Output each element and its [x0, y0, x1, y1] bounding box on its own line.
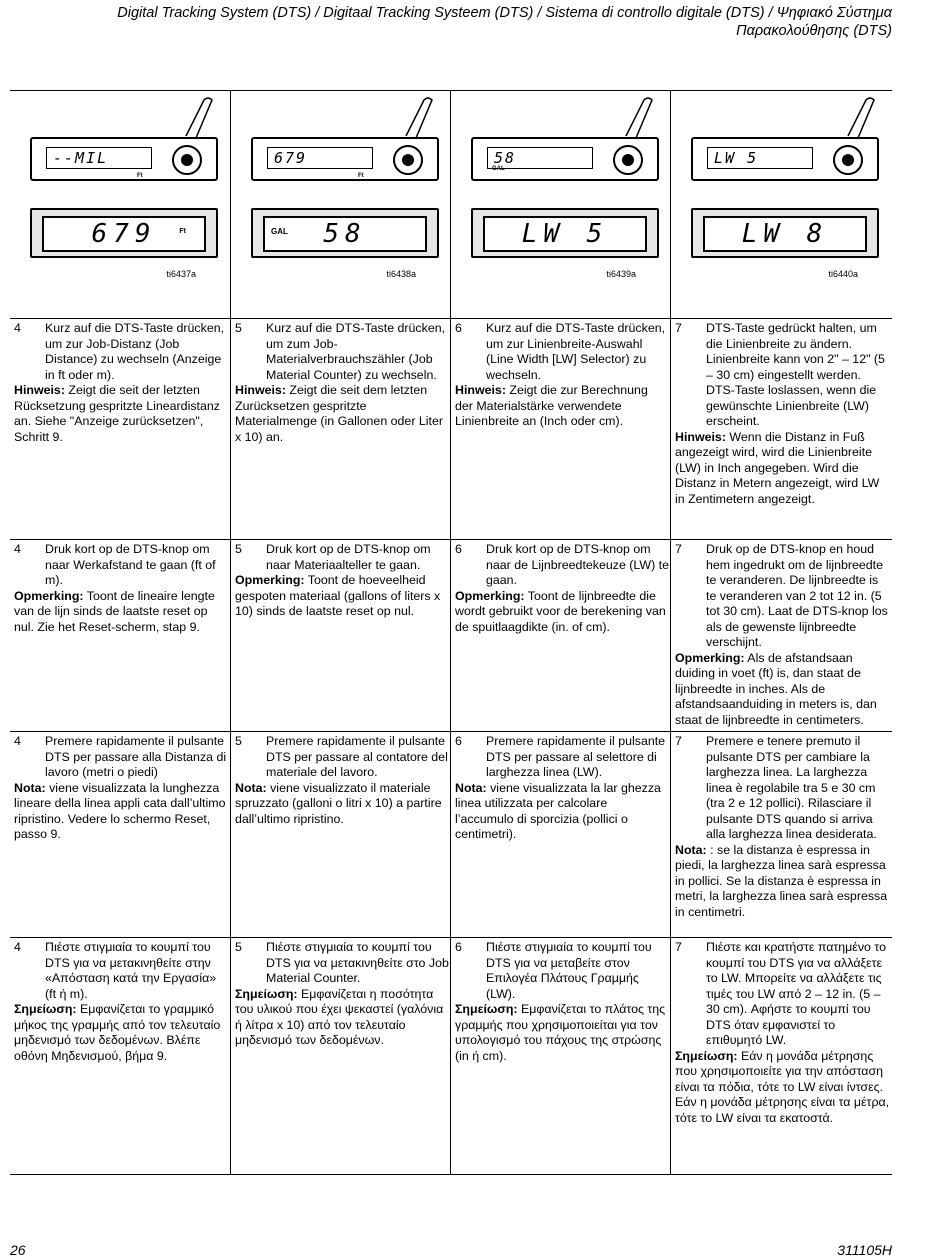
step-number: 6 [455, 940, 462, 954]
note [675, 1049, 891, 1127]
small-display-value: --MIL [53, 149, 109, 167]
small-display-readout [487, 147, 593, 172]
note-label: Nota: [455, 780, 487, 795]
note-text: Zeigt die seit dem letzten Zurücksetzen gespritzte Materialmenge (in Gallonen oder Liter x 10) an. [235, 383, 443, 444]
note-text: Εάν η μονάδα μέτρησης που χρησιμοποιείτε για την απόσταση είναι τα πόδια, τότε το LW είναι ίντσες. Εάν η μονάδα μέτρησης είναι τα μέτρα, τότε το LW είναι τα εκατοστά. [675, 1048, 890, 1125]
step [455, 734, 669, 781]
instruction-cell [670, 319, 892, 540]
step-text: Premere rapidamente il pulsante DTS per passare alla Distanza di lavoro (metri o piedi) [45, 734, 227, 779]
note [14, 1002, 229, 1064]
instruction-cell [230, 319, 450, 540]
small-display-value: 58 [494, 149, 517, 167]
large-display-readout [483, 216, 647, 252]
instruction-cell [450, 540, 670, 732]
note [455, 383, 669, 430]
step [235, 321, 449, 383]
note [455, 1002, 669, 1064]
large-display-panel [471, 208, 659, 258]
step [675, 542, 891, 651]
dts-display-unit [691, 137, 879, 181]
note-label: Nota: [235, 780, 267, 795]
dts-button-icon[interactable] [393, 145, 423, 175]
instruction-cell [230, 540, 450, 732]
instruction-cell [10, 540, 230, 732]
finger-press-icon [622, 96, 656, 142]
note-label: Σημείωση: [14, 1002, 77, 1016]
note [455, 589, 669, 636]
step-number: 6 [455, 321, 462, 335]
large-display-value: 58 [323, 219, 367, 249]
note [455, 781, 669, 843]
step [675, 321, 891, 430]
step-text: Druk kort op de DTS-knop om naar Werkafstand te gaan (ft of m). [45, 542, 216, 587]
step-text: Kurz auf die DTS-Taste drücken, um zur Job-Distanz (Job Distance) zu wechseln (Anzeige in ft oder m). [45, 321, 225, 382]
step-text: Druk kort op de DTS-knop om naar de Lijnbreedtekeuze (LW) te gaan. [486, 542, 669, 587]
note-label: Σημείωση: [675, 1048, 738, 1063]
note [235, 383, 449, 445]
instruction-cell [670, 938, 892, 1175]
instruction-cell [10, 319, 230, 540]
large-display-readout [263, 216, 427, 252]
dts-button-icon[interactable] [833, 145, 863, 175]
figure-cell [230, 90, 450, 319]
step-number: 7 [675, 734, 682, 748]
instruction-cell [670, 540, 892, 732]
step [14, 542, 229, 589]
note-text: Toont de lineaire lengte van de lijn sinds de laatste reset op nul. Zie het Reset-scherm, stap 9. [14, 588, 215, 634]
note [675, 843, 891, 921]
small-display-value: 679 [274, 149, 308, 167]
step-number: 4 [14, 940, 21, 954]
instruction-cell [450, 732, 670, 938]
large-display-readout [42, 216, 206, 252]
step [14, 940, 229, 1002]
step-number: 7 [675, 321, 682, 335]
figure-id: ti6439a [606, 269, 636, 279]
step [14, 321, 229, 383]
note-text: Εμφανίζεται η ποσότητα του υλικού που έχει ψεκαστεί (γαλόνια ή λίτρα x 10) από τον τελευταίο μηδενισμό των δεδομένων. [235, 986, 444, 1047]
step-number: 6 [455, 542, 462, 556]
instruction-cell [10, 938, 230, 1175]
step-text: Kurz auf die DTS-Taste drücken, um zur Linienbreite-Auswahl (Line Width [LW] Selector) zu wechseln. [486, 321, 666, 382]
step [235, 734, 449, 781]
note-label: Nota: [675, 842, 707, 857]
note [235, 987, 449, 1049]
step-number: 5 [235, 734, 242, 748]
small-display-value: LW 5 [714, 149, 759, 167]
finger-press-icon [182, 96, 216, 142]
figure-id: ti6437a [166, 269, 196, 279]
dts-button-icon[interactable] [172, 145, 202, 175]
small-display-readout [46, 147, 152, 179]
large-display-panel [30, 208, 218, 258]
document-number: 311105H [837, 1242, 892, 1258]
note [675, 651, 891, 729]
note-text: Zeigt die zur Berechnung der Materialstärke verwendete Linienbreite an (Inch oder cm). [455, 383, 648, 428]
header-title-line2: Παρακολούθησης (DTS) [736, 23, 892, 39]
figure-cell [450, 90, 670, 319]
small-display-unit: Ft [137, 173, 143, 179]
step-text: Premere rapidamente il pulsante DTS per passare al selettore di larghezza linea (LW). [486, 734, 666, 779]
note [14, 781, 229, 843]
step-text: Kurz auf die DTS-Taste drücken, um zum Job-Materialverbrauchszähler (Job Material Counter) zu wechseln. [266, 321, 446, 382]
step-number: 4 [14, 542, 21, 556]
step-number: 6 [455, 734, 462, 748]
figure-id: ti6440a [828, 269, 858, 279]
page-header [32, 4, 892, 40]
instruction-cell [670, 732, 892, 938]
note-text: Toont de hoeveelheid gespoten materiaal (gallons of liters x 10) sinds de laatste reset op nul. [235, 573, 441, 618]
step-number: 5 [235, 940, 242, 954]
step-text: Πιέστε στιγμιαία το κουμπί του DTS για να μεταβείτε στον Επιλογέα Πλάτους Γραμμής (LW). [486, 940, 652, 1001]
dts-button-icon[interactable] [613, 145, 643, 175]
step [14, 734, 229, 781]
note-label: Hinweis: [14, 383, 65, 397]
note-text: Als de afstandsaan duiding in voet (ft) is, dan staat de lijnbreedte in inches. Als de afstandsaanduiding in meters is, dan staat de lijnbreedte in centimeters. [675, 650, 877, 727]
large-display-readout [703, 216, 867, 252]
step-text: DTS-Taste gedrückt halten, um die Linienbreite zu ändern. Linienbreite kann von 2" – 12" (5 – 30 cm) eingestellt werden. DTS-Taste loslassen, wenn die gewünschte Linienbreite (LW) erscheint. [706, 321, 885, 428]
figure-cell [670, 90, 892, 319]
note-text: : se la distanza è espressa in piedi, la larghezza linea sarà espressa in pollici. Se la distanza è espressa in metri, la larghezza linea sarà espressa in centimetri. [675, 842, 888, 919]
note-label: Opmerking: [455, 588, 525, 603]
small-display-unit: Ft [358, 173, 364, 179]
note-label: Hinweis: [675, 429, 726, 444]
large-display-unit: Ft [179, 228, 186, 235]
step-text: Druk kort op de DTS-knop om naar Materiaalteller te gaan. [266, 542, 431, 572]
large-display-value: 679 [91, 219, 157, 249]
step-text: Πιέστε στιγμιαία το κουμπί του DTS για να μετακινηθείτε στο Job Material Counter. [266, 940, 449, 985]
step [235, 940, 449, 987]
dts-display-unit [30, 137, 218, 181]
instruction-cell [230, 732, 450, 938]
note-label: Hinweis: [455, 383, 506, 397]
note-label: Nota: [14, 780, 46, 795]
note-text: viene visualizzato il materiale spruzzato (galloni o litri x 10) a partire dall’ultimo ripristino. [235, 780, 442, 826]
note-text: Zeigt die seit der letzten Rücksetzung gespritzte Lineardistanz an. Siehe "Anzeige zurücksetzen", Schritt 9. [14, 383, 220, 444]
step-number: 4 [14, 734, 21, 748]
step-number: 7 [675, 542, 682, 556]
instruction-cell [450, 319, 670, 540]
small-display-readout [707, 147, 813, 169]
step [455, 542, 669, 589]
page-number: 26 [10, 1242, 26, 1258]
note [14, 383, 229, 445]
step [235, 542, 449, 573]
large-display-gal-label: GAL [271, 227, 288, 236]
note-text: viene visualizzata la lar ghezza linea utilizzata per calcolare l’accumulo di sporcizia (pollici o centimetri). [455, 780, 661, 841]
large-display-panel [691, 208, 879, 258]
instruction-cell [230, 938, 450, 1175]
note-text: Εμφανίζεται το γραμμικό μήκος της γραμμής από τον τελευταίο μηδενισμό των δεδομένων. Βλέπε οθόνη Μηδενισμού, βήμα 9. [14, 1002, 221, 1063]
large-display-value: LW 5 [521, 219, 609, 249]
note-label: Hinweis: [235, 383, 286, 397]
note [675, 430, 891, 508]
header-title-line1: Digital Tracking System (DTS) / Digitaal Tracking Systeem (DTS) / Sistema di controllo digitale (DTS) / Ψηφιακό Σύστημα [117, 5, 892, 21]
step [455, 321, 669, 383]
dts-display-unit [251, 137, 439, 181]
step-number: 4 [14, 321, 21, 335]
small-display-gal-label: GAL [492, 166, 505, 172]
note-text: viene visualizzata la lunghezza lineare della linea appli cata dall’ultimo ripristino. Vedere lo schermo Reset, passo 9. [14, 780, 226, 841]
instruction-cell [10, 732, 230, 938]
note-text: Toont de lijnbreedte die wordt gebruikt voor de berekening van de spuitlaagdikte (in. of cm). [455, 588, 666, 634]
large-display-panel [251, 208, 439, 258]
step [455, 940, 669, 1002]
large-display-value: LW 8 [741, 219, 829, 249]
step-number: 5 [235, 542, 242, 556]
note-text: Wenn die Distanz in Fuß angezeigt wird, wird die Linienbreite (LW) in Inch angegeben. Wird die Distanz in Metern angezeigt, wird LW in Zentimetern angezeigt. [675, 429, 880, 506]
instruction-table [10, 90, 892, 1175]
finger-press-icon [402, 96, 436, 142]
note-label: Σημείωση: [235, 986, 298, 1001]
note [235, 781, 449, 828]
step-number: 7 [675, 940, 682, 954]
note-text: Εμφανίζεται το πλάτος της γραμμής που χρησιμοποιείται για τον υπολογισμό του πάχους της στρώσης (in ή cm). [455, 1002, 666, 1063]
step-number: 5 [235, 321, 242, 335]
finger-press-icon [844, 96, 878, 142]
small-display-readout [267, 147, 373, 179]
note [235, 573, 449, 620]
step-text: Πιέστε και κρατήστε πατημένο το κουμπί του DTS για να αλλάξετε το LW. Μπορείτε να αλλάξετε τις τιμές του LW από 2 – 12 in. (5 – 30 cm). Αφήστε το κουμπί του DTS όταν εμφανιστεί το επιθυμητό LW. [706, 940, 886, 1047]
dts-display-unit [471, 137, 659, 181]
figure-cell [10, 90, 230, 319]
step-text: Πιέστε στιγμιαία το κουμπί του DTS για να μετακινηθείτε στην «Απόσταση κατά την Εργασία» (ft ή m). [45, 940, 217, 1001]
step [675, 940, 891, 1049]
step-text: Premere rapidamente il pulsante DTS per passare al contatore del materiale del lavoro. [266, 734, 448, 779]
note-label: Opmerking: [14, 588, 84, 603]
instruction-cell [450, 938, 670, 1175]
note-label: Σημείωση: [455, 1002, 518, 1016]
note [14, 589, 229, 636]
step-text: Druk op de DTS-knop en houd hem ingedrukt om de lijnbreedte te veranderen. De lijnbreedte is te veranderen van 2 tot 12 in. (5 tot 30 cm). Laat de DTS-knop los als de gewenste lijnbreedte verschijnt. [706, 542, 888, 649]
figure-id: ti6438a [386, 269, 416, 279]
step [675, 734, 891, 843]
note-label: Opmerking: [235, 573, 305, 587]
note-label: Opmerking: [675, 650, 745, 665]
step-text: Premere e tenere premuto il pulsante DTS per cambiare la larghezza linea. La larghezza linea è regolabile tra 5 e 30 cm (tra 2 e 12 pollici). Rilasciare il pulsante DTS quando si arriva alla larghezza linea desiderata. [706, 734, 877, 841]
